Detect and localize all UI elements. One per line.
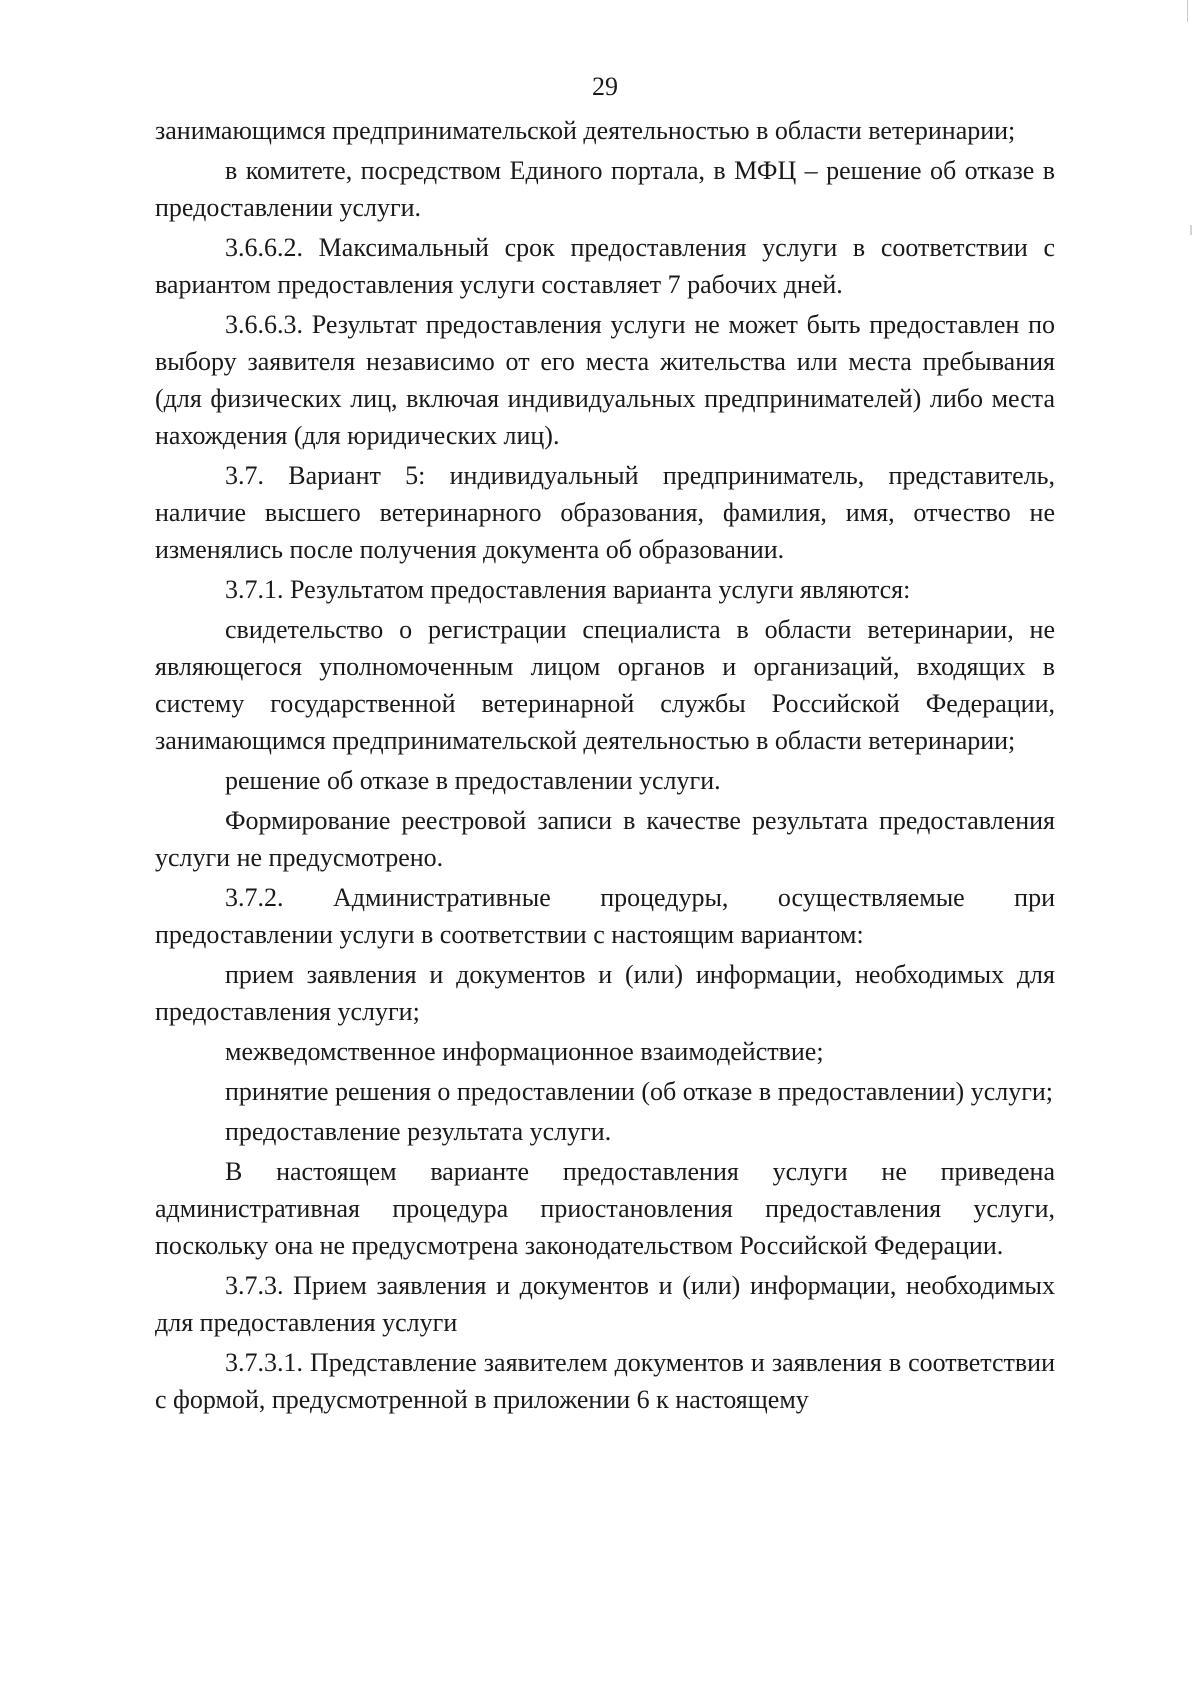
- paragraph: занимающимся предпринимательской деятельностью в области ветеринарии;: [155, 116, 1016, 145]
- paragraph: решение об отказе в предоставлении услуги.: [225, 766, 721, 795]
- paragraph: 3.7.2. Административные процедуры, осуществляемые при предоставлении услуги в соответствии с настоящим вариантом:: [155, 883, 1055, 949]
- paragraph: принятие решения о предоставлении (об отказе в предоставлении) услуги;: [225, 1077, 1054, 1106]
- paragraph: 3.7.3.1. Представление заявителем документов и заявления в соответствии с формой, предусмотренной в приложении 6 к настоящему: [155, 1348, 1055, 1414]
- page-number: 29: [592, 72, 618, 101]
- document-body: [155, 112, 1055, 1421]
- paragraph: в комитете, посредством Единого портала, в МФЦ – решение об отказе в предоставлении услуги.: [155, 156, 1055, 222]
- scan-edge-speck: [1190, 225, 1192, 235]
- paragraph: 3.7.3. Прием заявления и документов и (или) информации, необходимых для предоставления услуги: [155, 1271, 1055, 1337]
- paragraph: предоставление результата услуги.: [225, 1117, 612, 1146]
- paragraph: прием заявления и документов и (или) информации, необходимых для предоставления услуги;: [155, 960, 1055, 1026]
- paragraph: свидетельство о регистрации специалиста в области ветеринарии, не являющегося уполномоченным лицом органов и организаций, входящих в систему государственной ветеринарной службы Российской Федерации, занимающимся предпринимательской деятельностью в области ветеринарии;: [155, 615, 1055, 755]
- paragraph: Формирование реестровой записи в качестве результата предоставления услуги не предусмотрено.: [155, 806, 1055, 872]
- scan-edge-mark: [1181, 0, 1188, 22]
- paragraph: 3.6.6.3. Результат предоставления услуги не может быть предоставлен по выбору заявителя независимо от его места жительства или места пребывания (для физических лиц, включая индивидуальных предпринимателей) либо места нахождения (для юридических лиц).: [155, 310, 1055, 450]
- paragraph: 3.7.1. Результатом предоставления варианта услуги являются:: [225, 575, 911, 604]
- paragraph: 3.6.6.2. Максимальный срок предоставления услуги в соответствии с вариантом предоставления услуги составляет 7 рабочих дней.: [155, 233, 1055, 299]
- paragraph: межведомственное информационное взаимодействие;: [225, 1037, 824, 1066]
- paragraph: В настоящем варианте предоставления услуги не приведена административная процедура приостановления предоставления услуги, поскольку она не предусмотрена законодательством Российской Федерации.: [155, 1157, 1055, 1260]
- paragraph: 3.7. Вариант 5: индивидуальный предприниматель, представитель, наличие высшего ветеринарного образования, фамилия, имя, отчество не изменялись после получения документа об образовании.: [155, 461, 1055, 564]
